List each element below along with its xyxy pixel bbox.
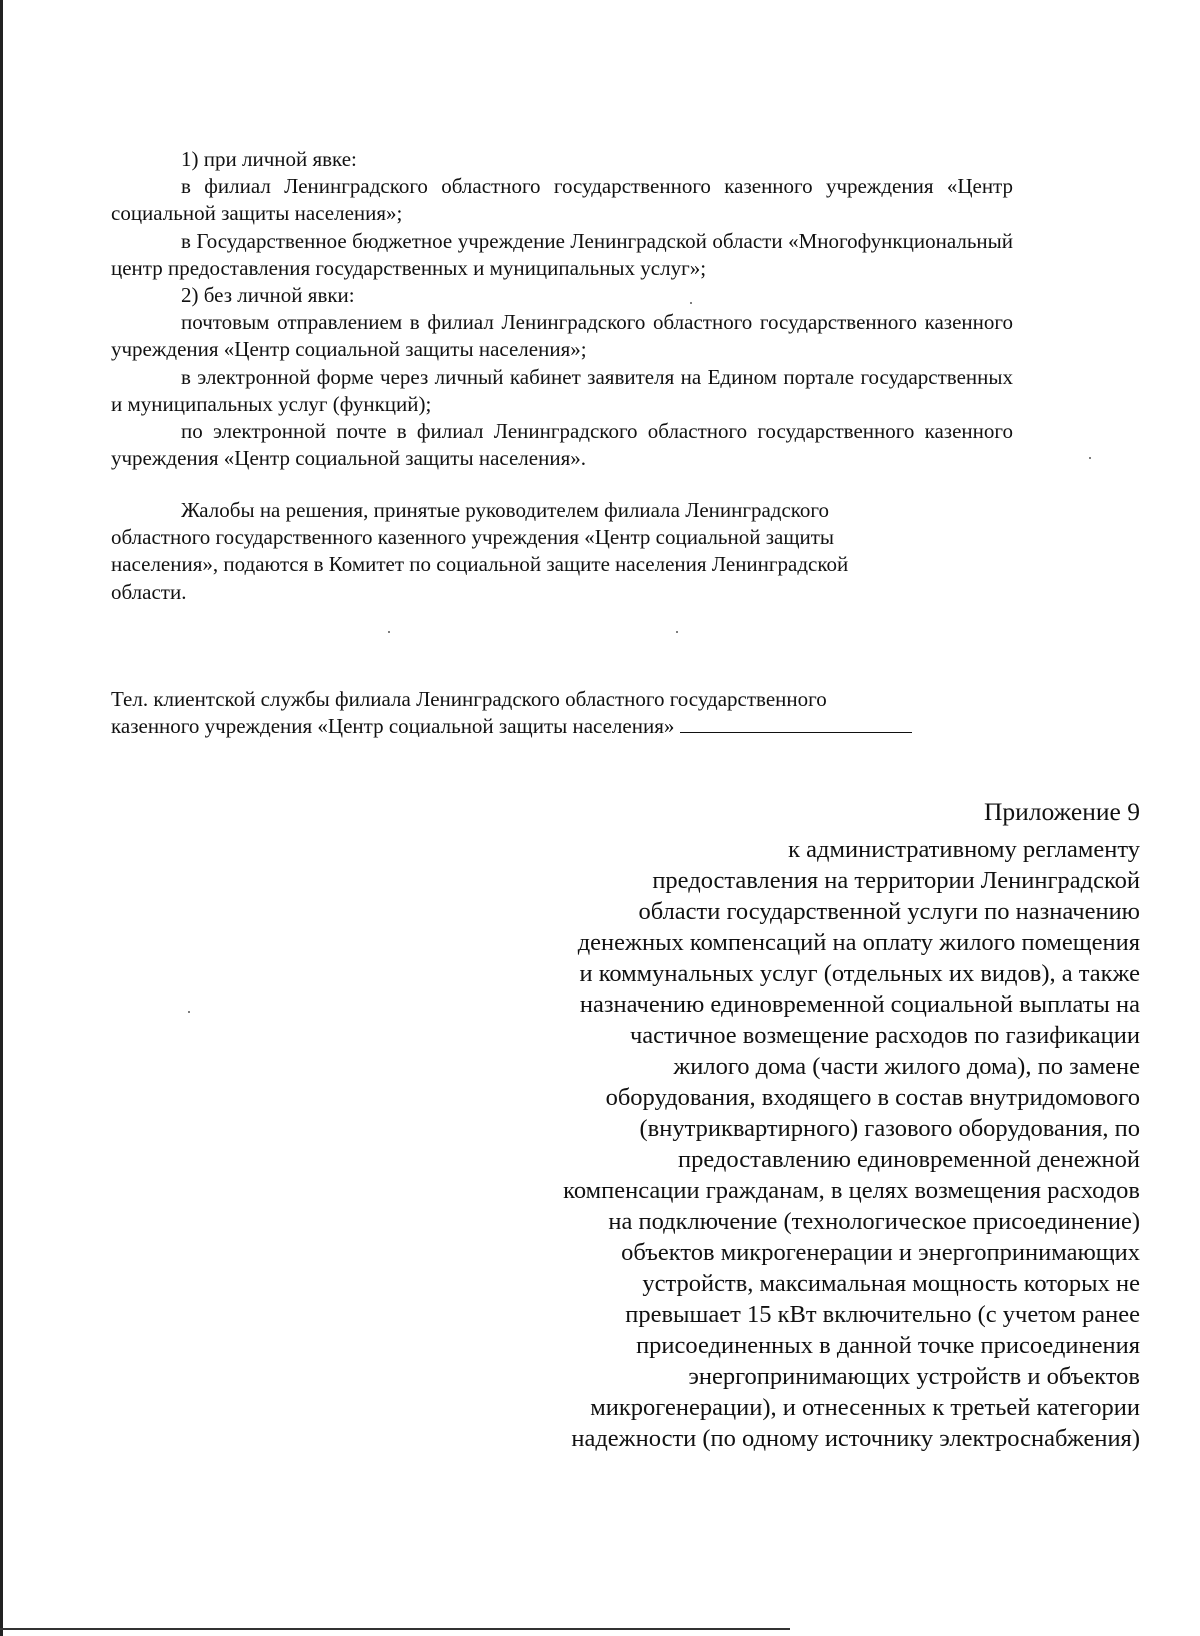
appendix-line: на подключение (технологическое присоединение) — [608, 1208, 1140, 1235]
appendix-line: жилого дома (части жилого дома), по замене — [673, 1053, 1140, 1080]
appendix-line: (внутриквартирного) газового оборудования, по — [639, 1115, 1140, 1142]
complaints-line: области. — [111, 579, 187, 604]
appendix-line: превышает 15 кВт включительно (с учетом ранее — [625, 1301, 1140, 1328]
client-service-phone — [111, 686, 1011, 740]
speck — [1089, 457, 1091, 459]
scan-bottom-edge — [0, 1628, 790, 1630]
appendix-line: энергопринимающих устройств и объектов — [688, 1363, 1140, 1390]
appendix-line: назначению единовременной социальной выплаты на — [579, 991, 1140, 1018]
appendix-line: оборудования, входящего в состав внутридомового — [605, 1084, 1140, 1111]
phone-label-line-2: казенного учреждения «Центр социальной защиты населения» — [111, 714, 675, 739]
appendix-line: к административному регламенту — [788, 836, 1140, 863]
appendix-header — [420, 796, 1140, 1454]
appendix-line: присоединенных в данной точке присоединения — [636, 1332, 1140, 1359]
speck — [676, 631, 678, 633]
appendix-title: Приложение 9 — [984, 797, 1140, 826]
appendix-line: частичное возмещение расходов по газификации — [629, 1022, 1140, 1049]
complaints-line: областного государственного казенного учреждения «Центр социальной защиты — [111, 525, 835, 550]
phone-blank-field — [680, 714, 912, 733]
method-item-1-mfc: в Государственное бюджетное учреждение Ленинградской области «Многофункциональный центр предоставления государственных и муниципальных услуг»; — [111, 228, 1013, 280]
appendix-line: устройств, максимальная мощность которых не — [642, 1270, 1140, 1297]
phone-label-line-2-wrap — [111, 713, 1011, 740]
complaints-line: населения», подаются в Комитет по социальной защите населения Ленинградской — [111, 552, 849, 577]
complaints-line: Жалобы на решения, принятые руководителем филиала Ленинградского — [181, 498, 830, 522]
appendix-line: денежных компенсаций на оплату жилого помещения — [577, 929, 1140, 956]
appendix-line: надежности (по одному источнику электроснабжения) — [571, 1425, 1140, 1452]
speck — [188, 1011, 190, 1013]
speck — [388, 631, 390, 633]
method-item-2-heading: 2) без личной явки: — [181, 283, 355, 308]
appendix-line: области государственной услуги по назначению — [638, 898, 1140, 925]
phone-label-line-1: Тел. клиентской службы филиала Ленинградского областного государственного — [111, 687, 827, 711]
appendix-line: микрогенерации), и отнесенных к третьей категории — [590, 1394, 1140, 1421]
appendix-line: компенсации гражданам, в целях возмещения расходов — [563, 1177, 1140, 1204]
method-item-1-heading: 1) при личной явке: — [181, 147, 357, 171]
submission-methods — [111, 146, 1013, 472]
complaints-paragraph — [111, 497, 971, 606]
method-item-2-post: почтовым отправлением в филиал Ленинградского областного государственного казенного учреждения «Центр социальной защиты населения»; — [111, 310, 1013, 362]
appendix-line: предоставлению единовременной денежной — [678, 1146, 1140, 1173]
appendix-line: предоставления на территории Ленинградской — [652, 867, 1140, 894]
method-item-1-branch: в филиал Ленинградского областного государственного казенного учреждения «Центр социальной защиты населения»; — [111, 174, 1013, 226]
appendix-line: объектов микрогенерации и энергопринимающих — [621, 1239, 1140, 1266]
scan-left-edge — [0, 0, 3, 1636]
appendix-line: и коммунальных услуг (отдельных их видов), а также — [579, 960, 1140, 987]
method-item-2-email: по электронной почте в филиал Ленинградского областного государственного казенного учреждения «Центр социальной защиты населения». — [111, 419, 1013, 471]
method-item-2-portal: в электронной форме через личный кабинет заявителя на Едином портале государственных и муниципальных услуг (функций); — [111, 364, 1013, 416]
